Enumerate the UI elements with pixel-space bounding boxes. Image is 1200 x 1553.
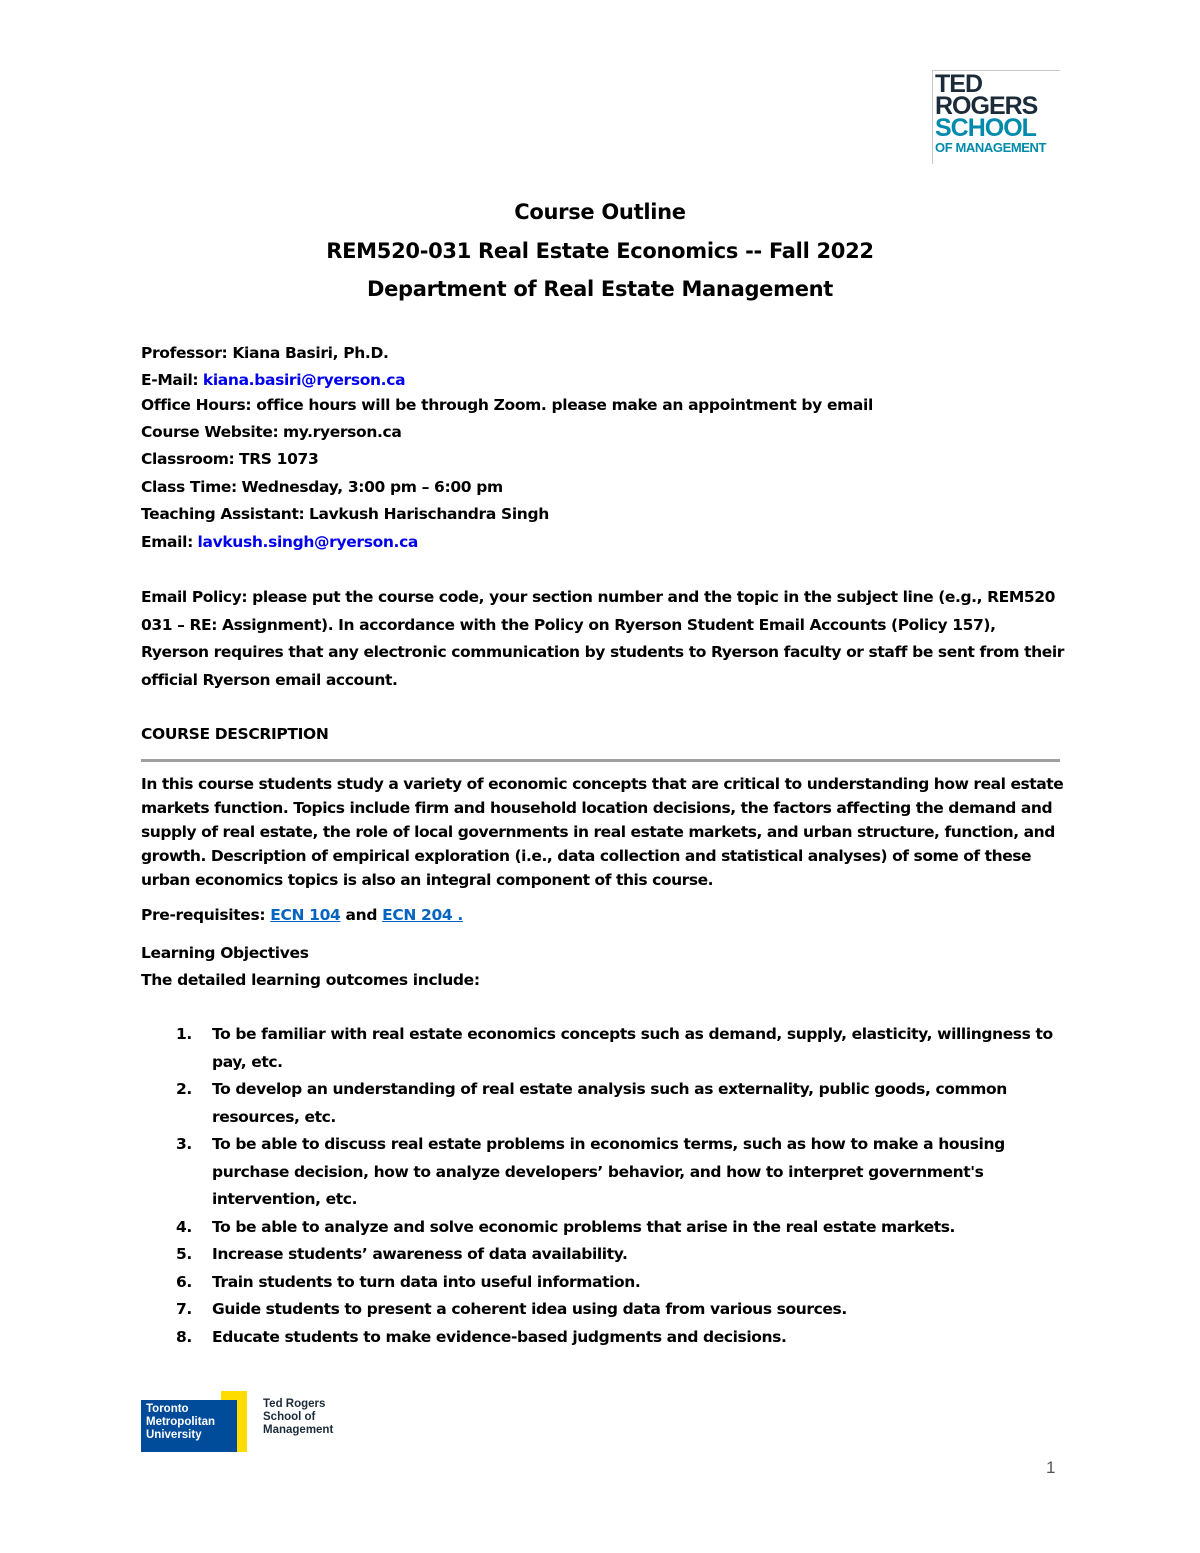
- trsm-footer-logo-text: Ted Rogers School of Management: [263, 1398, 334, 1436]
- learning-objectives-list: [141, 1021, 1071, 1351]
- class-time-value: Wednesday, 3:00 pm – 6:00 pm: [241, 478, 503, 496]
- ta-label: Teaching Assistant:: [141, 505, 305, 523]
- list-text: To be familiar with real estate economics concepts such as demand, supply, elasticity, willingness to pay, etc.: [212, 1025, 1053, 1071]
- class-time-line: [141, 478, 503, 496]
- list-number: 4.: [176, 1217, 192, 1236]
- list-text: To be able to analyze and solve economic problems that arise in the real estate markets.: [212, 1217, 956, 1236]
- classroom-line: [141, 450, 318, 468]
- page-number: 1: [1046, 1458, 1056, 1477]
- professor-line: Professor: Kiana Basiri, Ph.D.: [141, 344, 389, 362]
- department-title: Department of Real Estate Management: [366, 277, 834, 301]
- professor-email-link[interactable]: kiana.basiri@ryerson.ca: [202, 371, 406, 389]
- course-description-heading: COURSE DESCRIPTION: [141, 725, 329, 743]
- email-line: [141, 371, 405, 389]
- email-policy-paragraph: [141, 584, 1066, 694]
- logo-line-of-management: OF MANAGEMENT: [935, 140, 1047, 155]
- class-time-label: Class Time:: [141, 478, 237, 496]
- section-divider: [141, 759, 1060, 762]
- list-item: [141, 1324, 1071, 1352]
- list-text: Increase students’ awareness of data availability.: [212, 1245, 628, 1263]
- list-number: 7.: [176, 1300, 192, 1318]
- list-item: [141, 1296, 1071, 1324]
- list-number: 8.: [176, 1327, 192, 1346]
- website-line: [141, 423, 402, 441]
- ta-email-link[interactable]: lavkush.singh@ryerson.ca: [197, 533, 419, 551]
- list-number: 3.: [176, 1135, 192, 1153]
- ta-email-line: [141, 533, 418, 551]
- ta-value: Lavkush Harischandra Singh: [308, 505, 549, 523]
- website-label: Course Website:: [141, 423, 279, 441]
- prereq-link-ecn204[interactable]: ECN 204 .: [382, 906, 463, 924]
- logo-line-rogers: ROGERS: [935, 92, 1038, 120]
- tmu-logo: [141, 1391, 248, 1452]
- tmu-logo-yellow-bar-vertical: [237, 1391, 247, 1452]
- list-item: [141, 1214, 1071, 1242]
- list-text: To develop an understanding of real estate analysis such as externality, public goods, common resources, etc.: [212, 1080, 1007, 1126]
- learning-objectives-intro: The detailed learning outcomes include:: [141, 971, 480, 989]
- list-text: Guide students to present a coherent idea using data from various sources.: [212, 1300, 847, 1318]
- list-item: [141, 1021, 1071, 1076]
- email-policy-label: Email Policy:: [141, 588, 248, 606]
- document-title: Course Outline: [514, 200, 686, 224]
- classroom-value: TRS 1073: [238, 450, 319, 468]
- logo-line-ted: TED: [935, 70, 982, 98]
- email-label: E-Mail:: [141, 371, 199, 389]
- list-item: [141, 1076, 1071, 1131]
- prereq-label: Pre-requisites:: [141, 906, 266, 924]
- course-description-text: In this course students study a variety of economic concepts that are critical to understanding how real estate markets function. Topics include firm and household location decisions, the factors affecting the demand and supply of real estate, the role of local governments in real estate markets, and urban structure, function, and growth. Description of empirical exploration (i.e., data collection and statistical analyses) of some of these urban economics topics is also an integral component of this course.: [141, 775, 1064, 889]
- logo-line-school: SCHOOL: [935, 114, 1036, 142]
- list-text: Train students to turn data into useful information.: [212, 1272, 641, 1291]
- course-title: REM520-031 Real Estate Economics -- Fall 2022: [326, 239, 874, 263]
- list-number: 5.: [176, 1245, 192, 1263]
- prereq-and: and: [345, 906, 378, 924]
- email-policy-text: please put the course code, your section number and the topic in the subject line (e.g., REM520 031 – RE: Assignment). In accordance with the Policy on Ryerson Student Email Accounts (Policy 157), Ryerson requires that any electronic communication by students to Ryerson faculty or staff be sent from their official Ryerson email account.: [141, 588, 1065, 689]
- list-item: [141, 1241, 1071, 1269]
- learning-objectives-heading: Learning Objectives: [141, 944, 309, 962]
- prereq-link-ecn104[interactable]: ECN 104: [270, 906, 341, 924]
- list-text: Educate students to make evidence-based judgments and decisions.: [212, 1327, 787, 1346]
- ta-line: [141, 505, 549, 523]
- prerequisites-line: [141, 906, 463, 924]
- classroom-label: Classroom:: [141, 450, 235, 468]
- list-item: [141, 1269, 1071, 1297]
- website-value: my.ryerson.ca: [282, 423, 402, 441]
- list-number: 2.: [176, 1080, 192, 1098]
- ta-email-label: Email:: [141, 533, 193, 551]
- list-item: [141, 1131, 1071, 1214]
- tmu-logo-text: Toronto Metropolitan University: [146, 1403, 215, 1441]
- list-number: 6.: [176, 1272, 192, 1291]
- office-hours-line: Office Hours: office hours will be through Zoom. please make an appointment by email: [141, 396, 873, 414]
- list-text: To be able to discuss real estate problems in economics terms, such as how to make a housing purchase decision, how to analyze developers’ behavior, and how to interpret government's intervention, etc.: [212, 1135, 1005, 1208]
- list-number: 1.: [176, 1025, 192, 1043]
- ted-rogers-logo: [932, 70, 1060, 164]
